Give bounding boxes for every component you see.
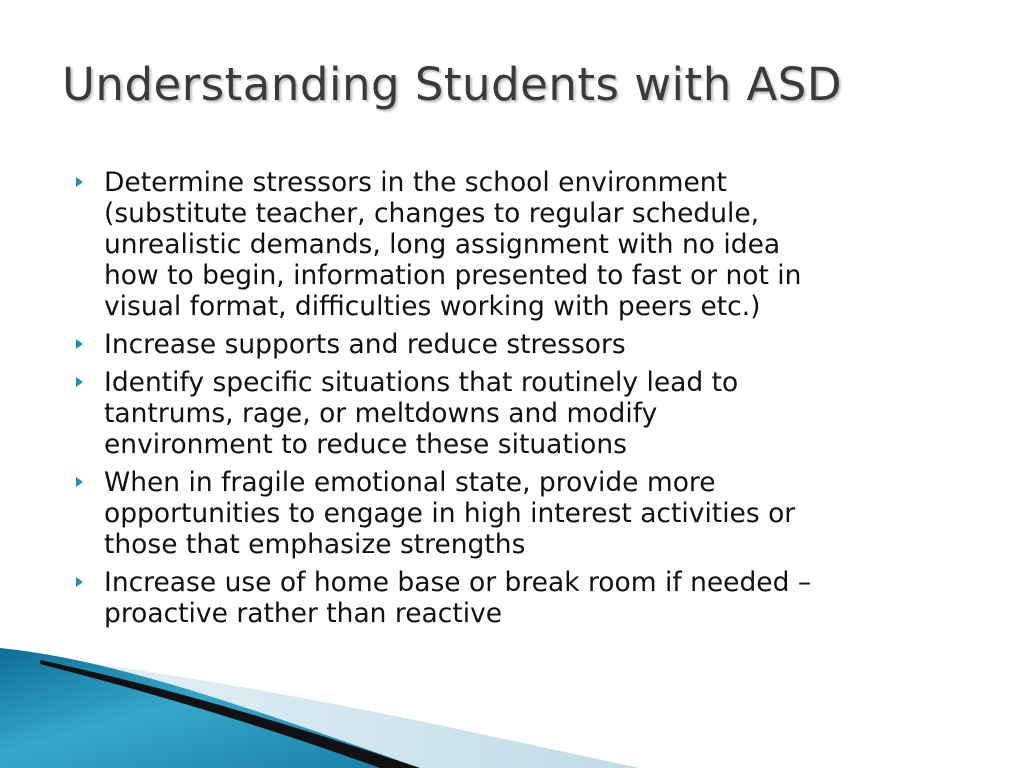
slide-title: Understanding Students with ASD <box>62 58 843 111</box>
bullet-text: Determine stressors in the school environment (substitute teacher, changes to regular schedule, unrealistic demands, long assignment with no idea how to begin, information presented to fast or not in visual format, difficulties working with peers etc.) <box>104 167 802 322</box>
bullet-text: When in fragile emotional state, provide more opportunities to engage in high interest activities or those that emphasize strengths <box>104 467 796 560</box>
bullet-text: Increase use of home base or break room if needed – proactive rather than reactive <box>104 567 812 629</box>
bullet-text: Identify specific situations that routinely lead to tantrums, rage, or meltdowns and modify environment to reduce these situations <box>104 367 739 460</box>
bullet-text: Increase supports and reduce stressors <box>104 329 626 360</box>
